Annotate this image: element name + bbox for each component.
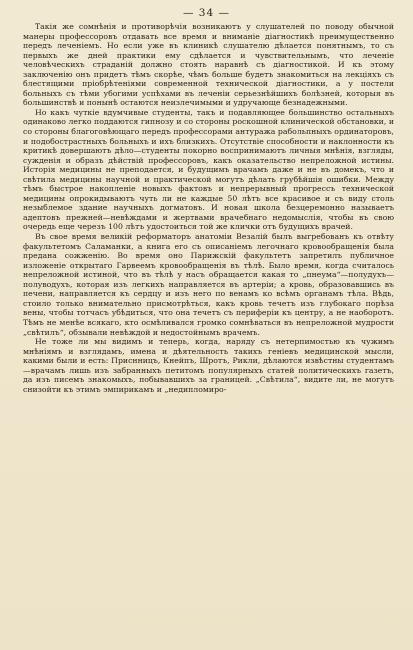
paragraph-modern-healers: Не тоже ли мы видимъ и теперь, когда, наряду съ нетерпимостью къ чужимъ мнѣніямъ и взглядамъ, имена и дѣятельность такихъ геніевъ медицинской мысли, какими были и есть: Приснницъ, Кнейпъ, Шротъ, Рикли, дѣлаются извѣстны студентамъ—врачамъ лишь изъ забранныхъ петитомъ популярныхъ статей политическихъ газетъ, да изъ писемъ знакомыхъ, побывавшихъ за границей. „Свѣтила“, видите ли, не могутъ снизойти къ этимъ эмпирикамъ и „недипломиро-: [23, 337, 394, 394]
page-number: — 34 —: [182, 7, 231, 19]
paragraph-diagnostics: Такія же сомнѣнія и противорѣчія возникаютъ у слушателей по поводу обычной манеры профессоровъ отдавать все время и вниманіе діагностикѣ преимущественно передъ леченіемъ. Но если уже въ клиникѣ слушателю дѣлается понятнымъ, то съ первыхъ же дней практики ему сдѣлается и чувствительнымъ, что леченіе человѣческихъ страданій должно стоять наравнѣ съ діагностикой. И къ этому заключенію онъ придетъ тѣмъ скорѣе, чѣмъ больше будетъ знакомиться на лекціяхъ съ блестящими пріобрѣтеніями современной технической діагностики, а у постели больныхъ съ тѣми убогими успѣхами въ леченіи серьезнѣйшихъ болѣзней, которыя въ большинствѣ и понынѣ остаются неизлечимыми и удручающе безнадежными.: [23, 22, 394, 108]
body-text: [23, 22, 394, 394]
paragraph-vesalius: Въ свое время великій реформаторъ анатоміи Везалій былъ выгребованъ къ отвѣту факультетомъ Саламанки, а книга его съ описаніемъ легочнаго кровообращенія была предана сожженію. Во время оно Парижскій факультетъ запретилъ публичное изложеніе открытаго Гарвеемъ кровообращенія въ тѣлѣ. Было время, когда считалось непреложной истиной, что въ тѣлѣ у насъ обращается какая то „пнеума“—полудухъ—полуводухъ, которая изъ легкихъ направляется въ артеріи; а кровь, образовавшись въ печени, направляется къ сердцу и изъ него по венамъ ко всѣмъ органамъ тѣла. Вѣдь, стоило только внимательно присмотрѣться, какъ кровь течетъ изъ глубокаго порѣза вены, чтобы тотчасъ убѣдиться, что она течетъ съ периферіи къ центру, а не наоборотъ. Тѣмъ не менѣе всякаго, кто осмѣливался громко сомнѣваться въ непреложной мудрости „свѣтилъ“, обзывали невѣждой и недостойнымъ врачемъ.: [23, 232, 394, 337]
paragraph-students: Но какъ чуткіе вдумчивые студенты, такъ и подавляющее большинство остальныхъ одинаково легко поддаются гипнозу и со стороны роскошной клинической обстановки, и со стороны благоговѣющаго передъ профессорами антуража рабольпныхъ ординаторовъ, и подобострастныхъ больныхъ и ихъ близкихъ. Отсутствіе способности и наклонности къ критикѣ довершаютъ дѣло—студенты покорно воспринимаютъ личныя мнѣнія, взгляды, сужденія и образъ дѣйствій профессоровъ, какъ оказательство непреложной истины. Исторія медицины не преподается, и будущимъ врачамъ даже и не въ домекъ, что и свѣтила медицины научной и практической могутъ дѣлать грубѣйшія ошибки. Между тѣмъ быстрое накопленіе новыхъ фактовъ и непрерывный прогрессъ технической медицины опрокидываютъ чуть ли не каждые 50 лѣтъ все красивое и съ виду столь незыблемое здание научныхъ догматовъ. И новая школа безцеремонно называетъ адептовъ прежней—невѣждами и жертвами врачебнаго недомыслія, чтобы въ свою очередь еще черезъ 100 лѣтъ удостоиться той же клички отъ будущихъ врачей.: [23, 107, 394, 232]
